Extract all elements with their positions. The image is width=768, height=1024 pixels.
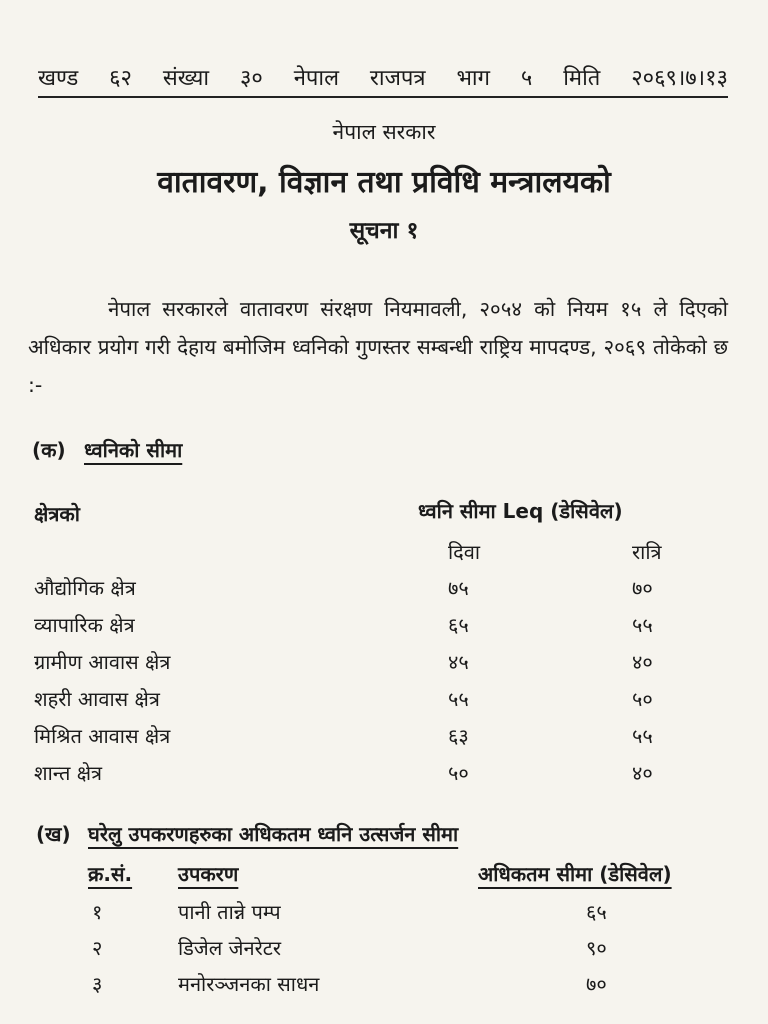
col-device-header: उपकरण	[178, 862, 239, 886]
header-part: खण्ड	[38, 66, 79, 91]
device-row-max: ९०	[586, 936, 607, 960]
area-row-night: ५५	[632, 613, 653, 637]
col-day-header: दिवा	[448, 540, 481, 564]
device-row-sn: २	[92, 936, 103, 960]
notice-paragraph	[28, 290, 728, 404]
area-row-day: ५०	[448, 761, 469, 785]
area-row-night: ५०	[632, 687, 653, 711]
header-part: नेपाल	[293, 66, 340, 91]
section-b-label: घरेलु उपकरणहरुका अधिकतम ध्वनि उत्सर्जन सीमा	[88, 822, 459, 846]
area-row-day: ६३	[448, 724, 469, 748]
section-b-title	[36, 820, 458, 847]
header-part: २०६९।७।१३	[631, 66, 728, 91]
area-row-day: ६५	[448, 613, 469, 637]
section-a-title	[32, 436, 182, 463]
col-max-header: अधिकतम सीमा (डेसिवेल)	[478, 862, 672, 886]
device-row-sn: ३	[92, 972, 103, 996]
area-row-night: ५५	[632, 724, 653, 748]
area-row-label: औद्योगिक क्षेत्र	[34, 576, 136, 600]
area-row-label: ग्रामीण आवास क्षेत्र	[34, 650, 171, 674]
area-row-day: ५५	[448, 687, 469, 711]
paragraph-text: नेपाल सरकारले वातावरण संरक्षण नियमावली, २०५४ को नियम १५ ले दिएको अधिकार प्रयोग गरी देहाय बमोजिम ध्वनिको गुणस्तर सम्बन्धी राष्ट्रिय मापदण्ड, २०६९ तोकेको छ :-	[28, 297, 728, 397]
header-part: ३०	[239, 66, 263, 91]
header-part: ६२	[109, 66, 132, 91]
area-row-night: ४०	[632, 650, 653, 674]
notice-title: सूचना १	[349, 218, 419, 244]
col-limit-header: ध्वनि सीमा Leq (डेसिवेल)	[418, 499, 623, 523]
area-row-label: व्यापारिक क्षेत्र	[34, 613, 135, 637]
gazette-header	[38, 62, 728, 98]
device-row-sn: १	[92, 900, 103, 924]
header-part: संख्या	[162, 66, 210, 91]
area-row-night: ४०	[632, 761, 653, 785]
section-a-mark: (क)	[32, 438, 66, 462]
section-a-label: ध्वनिको सीमा	[84, 438, 183, 462]
device-row-name: मनोरञ्जनका साधन	[178, 972, 320, 996]
government-name: नेपाल सरकार	[332, 120, 436, 144]
ministry-title: वातावरण, विज्ञान तथा प्रविधि मन्त्रालयको	[157, 165, 611, 200]
area-row-day: ४५	[448, 650, 469, 674]
col-night-header: रात्रि	[632, 540, 662, 564]
col-area-header: क्षेत्रको	[34, 502, 80, 526]
header-part: भाग	[456, 66, 491, 91]
device-row-max: ६५	[586, 900, 607, 924]
area-row-day: ७५	[448, 576, 469, 600]
area-row-label: मिश्रित आवास क्षेत्र	[34, 724, 171, 748]
device-row-max: ७०	[586, 972, 607, 996]
area-row-label: शहरी आवास क्षेत्र	[34, 687, 160, 711]
device-row-name: पानी तान्ने पम्प	[178, 900, 281, 924]
header-part: राजपत्र	[369, 66, 426, 91]
area-row-label: शान्त क्षेत्र	[34, 761, 103, 785]
col-sn-header: क्र.सं.	[88, 862, 133, 886]
area-row-night: ७०	[632, 576, 653, 600]
device-row-name: डिजेल जेनरेटर	[178, 936, 282, 960]
section-b-mark: (ख)	[36, 822, 71, 846]
header-part: ५	[520, 66, 533, 91]
header-part: मिति	[563, 66, 601, 91]
